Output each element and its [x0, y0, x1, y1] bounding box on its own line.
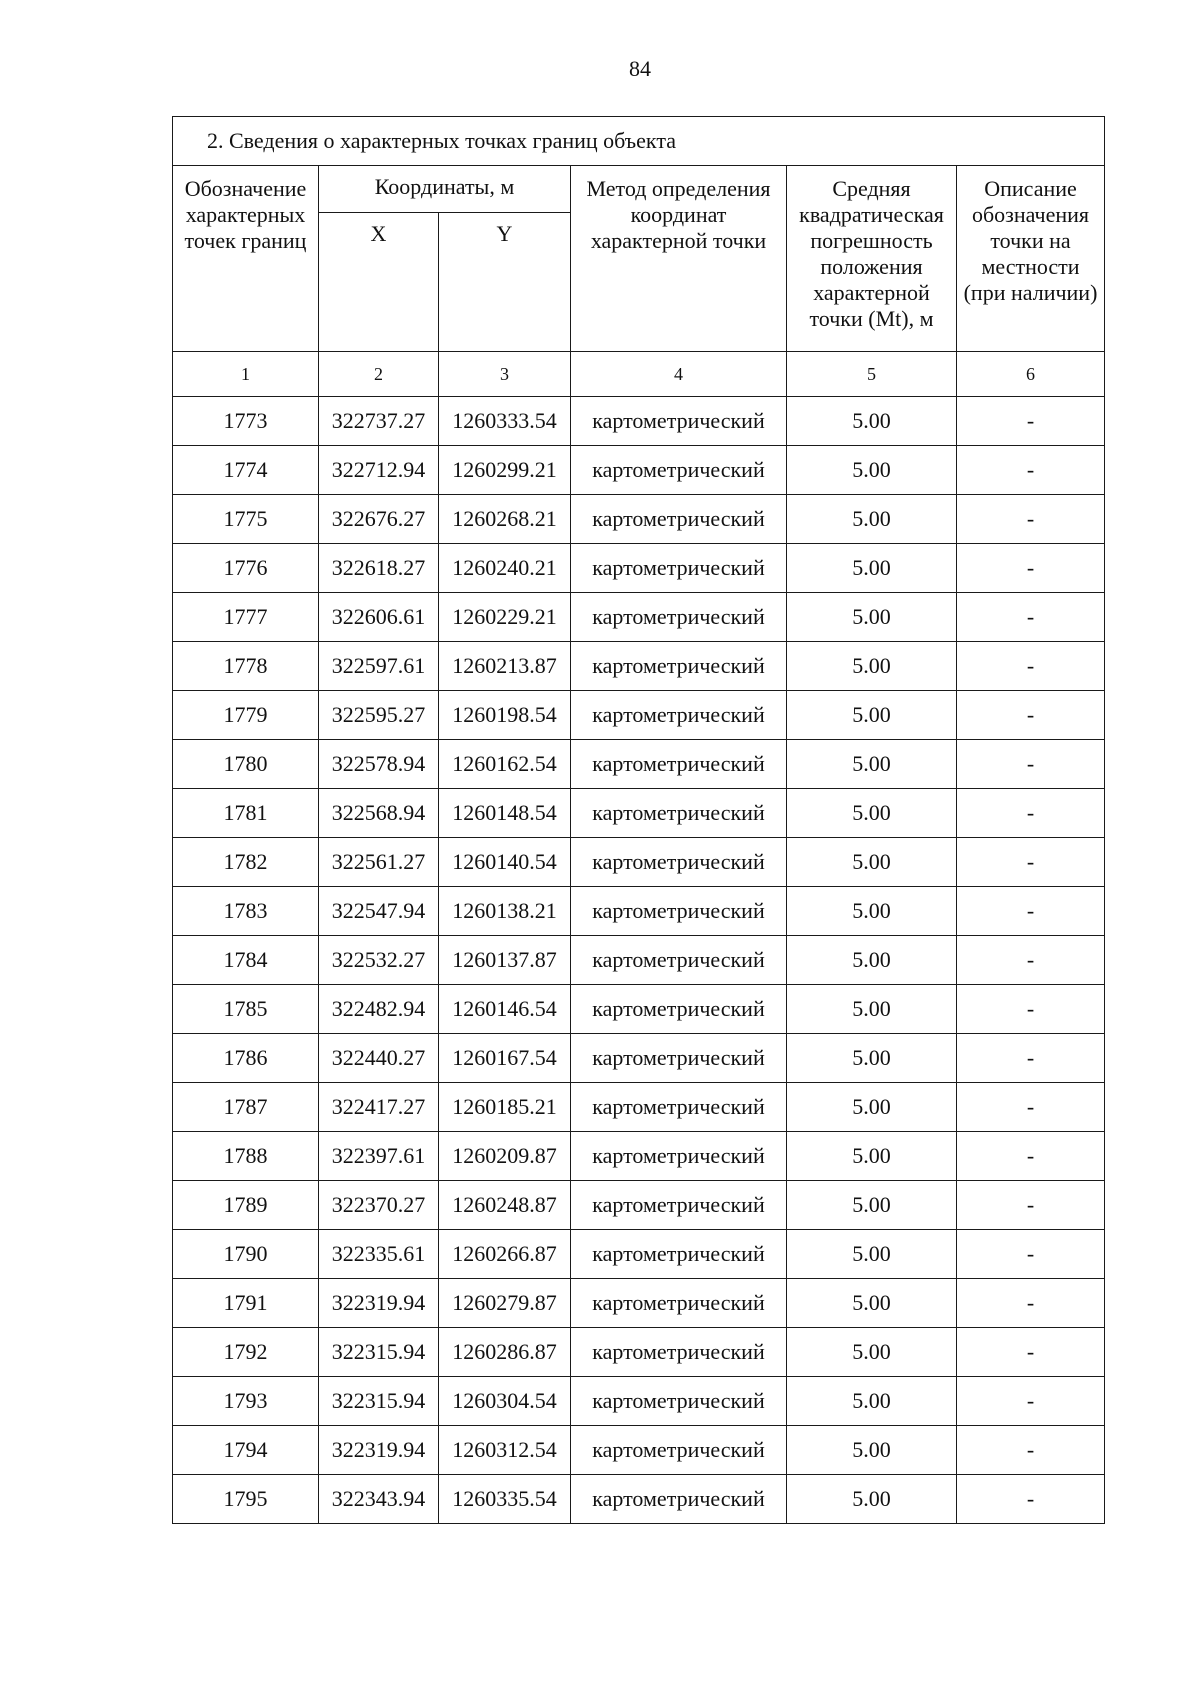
- x-coordinate-cell: 322578.94: [319, 740, 439, 789]
- description-cell: -: [957, 1279, 1105, 1328]
- point-id-cell: 1783: [173, 887, 319, 936]
- x-coordinate-cell: 322561.27: [319, 838, 439, 887]
- error-cell: 5.00: [787, 1132, 957, 1181]
- description-cell: -: [957, 1328, 1105, 1377]
- x-coordinate-cell: 322532.27: [319, 936, 439, 985]
- y-coordinate-cell: 1260335.54: [439, 1475, 571, 1524]
- column-number: 1: [173, 352, 319, 397]
- description-cell: -: [957, 789, 1105, 838]
- description-cell: -: [957, 740, 1105, 789]
- error-cell: 5.00: [787, 1377, 957, 1426]
- method-cell: картометрический: [571, 691, 787, 740]
- method-cell: картометрический: [571, 446, 787, 495]
- table-row: [173, 691, 1105, 740]
- method-cell: картометрический: [571, 495, 787, 544]
- description-cell: -: [957, 1426, 1105, 1475]
- table-row: [173, 446, 1105, 495]
- point-id-cell: 1776: [173, 544, 319, 593]
- error-cell: 5.00: [787, 495, 957, 544]
- table-row: [173, 838, 1105, 887]
- y-coordinate-cell: 1260198.54: [439, 691, 571, 740]
- column-number: 4: [571, 352, 787, 397]
- point-id-cell: 1780: [173, 740, 319, 789]
- x-coordinate-cell: 322712.94: [319, 446, 439, 495]
- header-y: Y: [439, 213, 571, 352]
- error-cell: 5.00: [787, 1426, 957, 1475]
- table-row: [173, 1132, 1105, 1181]
- y-coordinate-cell: 1260138.21: [439, 887, 571, 936]
- x-coordinate-cell: 322319.94: [319, 1426, 439, 1475]
- point-id-cell: 1773: [173, 397, 319, 446]
- y-coordinate-cell: 1260162.54: [439, 740, 571, 789]
- y-coordinate-cell: 1260213.87: [439, 642, 571, 691]
- table-row: [173, 1230, 1105, 1279]
- header-method: Метод определения координат характерной точки: [571, 166, 787, 352]
- description-cell: -: [957, 397, 1105, 446]
- column-number: 2: [319, 352, 439, 397]
- method-cell: картометрический: [571, 740, 787, 789]
- method-cell: картометрический: [571, 1034, 787, 1083]
- description-cell: -: [957, 838, 1105, 887]
- table-row: [173, 1181, 1105, 1230]
- method-cell: картометрический: [571, 1181, 787, 1230]
- y-coordinate-cell: 1260304.54: [439, 1377, 571, 1426]
- error-cell: 5.00: [787, 1279, 957, 1328]
- point-id-cell: 1795: [173, 1475, 319, 1524]
- point-id-cell: 1785: [173, 985, 319, 1034]
- method-cell: картометрический: [571, 1328, 787, 1377]
- table-row: [173, 740, 1105, 789]
- x-coordinate-cell: 322618.27: [319, 544, 439, 593]
- table-row: [173, 1083, 1105, 1132]
- error-cell: 5.00: [787, 1181, 957, 1230]
- point-id-cell: 1777: [173, 593, 319, 642]
- y-coordinate-cell: 1260240.21: [439, 544, 571, 593]
- point-id-cell: 1778: [173, 642, 319, 691]
- method-cell: картометрический: [571, 936, 787, 985]
- table-row: [173, 593, 1105, 642]
- header-error: Средняя квадратическая погрешность положения характерной точки (Mt), м: [787, 166, 957, 352]
- error-cell: 5.00: [787, 1475, 957, 1524]
- x-coordinate-cell: 322370.27: [319, 1181, 439, 1230]
- method-cell: картометрический: [571, 887, 787, 936]
- error-cell: 5.00: [787, 642, 957, 691]
- point-id-cell: 1786: [173, 1034, 319, 1083]
- y-coordinate-cell: 1260333.54: [439, 397, 571, 446]
- table-row: [173, 1279, 1105, 1328]
- y-coordinate-cell: 1260279.87: [439, 1279, 571, 1328]
- point-id-cell: 1779: [173, 691, 319, 740]
- description-cell: -: [957, 985, 1105, 1034]
- y-coordinate-cell: 1260248.87: [439, 1181, 571, 1230]
- method-cell: картометрический: [571, 1377, 787, 1426]
- table-row: [173, 397, 1105, 446]
- y-coordinate-cell: 1260148.54: [439, 789, 571, 838]
- point-id-cell: 1781: [173, 789, 319, 838]
- method-cell: картометрический: [571, 985, 787, 1034]
- error-cell: 5.00: [787, 691, 957, 740]
- description-cell: -: [957, 593, 1105, 642]
- x-coordinate-cell: 322417.27: [319, 1083, 439, 1132]
- description-cell: -: [957, 495, 1105, 544]
- table-row: [173, 985, 1105, 1034]
- x-coordinate-cell: 322482.94: [319, 985, 439, 1034]
- point-id-cell: 1775: [173, 495, 319, 544]
- point-id-cell: 1774: [173, 446, 319, 495]
- method-cell: картометрический: [571, 1279, 787, 1328]
- table-row: [173, 1426, 1105, 1475]
- header-row-1: [173, 166, 1105, 213]
- description-cell: -: [957, 936, 1105, 985]
- point-id-cell: 1793: [173, 1377, 319, 1426]
- point-id-cell: 1782: [173, 838, 319, 887]
- y-coordinate-cell: 1260266.87: [439, 1230, 571, 1279]
- method-cell: картометрический: [571, 642, 787, 691]
- y-coordinate-cell: 1260312.54: [439, 1426, 571, 1475]
- table-row: [173, 887, 1105, 936]
- method-cell: картометрический: [571, 789, 787, 838]
- y-coordinate-cell: 1260209.87: [439, 1132, 571, 1181]
- y-coordinate-cell: 1260229.21: [439, 593, 571, 642]
- table-row: [173, 1475, 1105, 1524]
- table-row: [173, 544, 1105, 593]
- description-cell: -: [957, 1475, 1105, 1524]
- point-id-cell: 1784: [173, 936, 319, 985]
- error-cell: 5.00: [787, 1230, 957, 1279]
- error-cell: 5.00: [787, 446, 957, 495]
- error-cell: 5.00: [787, 544, 957, 593]
- point-id-cell: 1787: [173, 1083, 319, 1132]
- x-coordinate-cell: 322315.94: [319, 1328, 439, 1377]
- x-coordinate-cell: 322595.27: [319, 691, 439, 740]
- x-coordinate-cell: 322676.27: [319, 495, 439, 544]
- table-row: [173, 1328, 1105, 1377]
- table-caption: 2. Сведения о характерных точках границ объекта: [173, 117, 1105, 166]
- column-number-row: [173, 352, 1105, 397]
- method-cell: картометрический: [571, 1083, 787, 1132]
- y-coordinate-cell: 1260286.87: [439, 1328, 571, 1377]
- x-coordinate-cell: 322440.27: [319, 1034, 439, 1083]
- boundary-points-table-container: [172, 116, 1104, 1524]
- error-cell: 5.00: [787, 740, 957, 789]
- x-coordinate-cell: 322568.94: [319, 789, 439, 838]
- method-cell: картометрический: [571, 1475, 787, 1524]
- table-caption-row: [173, 117, 1105, 166]
- description-cell: -: [957, 691, 1105, 740]
- x-coordinate-cell: 322315.94: [319, 1377, 439, 1426]
- table-row: [173, 1377, 1105, 1426]
- error-cell: 5.00: [787, 887, 957, 936]
- header-description: Описание обозначения точки на местности (при наличии): [957, 166, 1105, 352]
- y-coordinate-cell: 1260137.87: [439, 936, 571, 985]
- y-coordinate-cell: 1260146.54: [439, 985, 571, 1034]
- x-coordinate-cell: 322319.94: [319, 1279, 439, 1328]
- description-cell: -: [957, 1132, 1105, 1181]
- method-cell: картометрический: [571, 1426, 787, 1475]
- point-id-cell: 1792: [173, 1328, 319, 1377]
- x-coordinate-cell: 322335.61: [319, 1230, 439, 1279]
- point-id-cell: 1789: [173, 1181, 319, 1230]
- x-coordinate-cell: 322343.94: [319, 1475, 439, 1524]
- error-cell: 5.00: [787, 1328, 957, 1377]
- description-cell: -: [957, 642, 1105, 691]
- error-cell: 5.00: [787, 1083, 957, 1132]
- boundary-points-table: [172, 116, 1105, 1524]
- description-cell: -: [957, 1230, 1105, 1279]
- column-number: 6: [957, 352, 1105, 397]
- description-cell: -: [957, 1181, 1105, 1230]
- y-coordinate-cell: 1260185.21: [439, 1083, 571, 1132]
- method-cell: картометрический: [571, 544, 787, 593]
- description-cell: -: [957, 446, 1105, 495]
- header-designation: Обозначение характерных точек границ: [173, 166, 319, 352]
- method-cell: картометрический: [571, 397, 787, 446]
- x-coordinate-cell: 322606.61: [319, 593, 439, 642]
- column-number: 5: [787, 352, 957, 397]
- method-cell: картометрический: [571, 1132, 787, 1181]
- header-x: X: [319, 213, 439, 352]
- description-cell: -: [957, 1377, 1105, 1426]
- description-cell: -: [957, 887, 1105, 936]
- error-cell: 5.00: [787, 397, 957, 446]
- x-coordinate-cell: 322737.27: [319, 397, 439, 446]
- y-coordinate-cell: 1260268.21: [439, 495, 571, 544]
- error-cell: 5.00: [787, 593, 957, 642]
- y-coordinate-cell: 1260140.54: [439, 838, 571, 887]
- method-cell: картометрический: [571, 593, 787, 642]
- table-row: [173, 936, 1105, 985]
- error-cell: 5.00: [787, 985, 957, 1034]
- description-cell: -: [957, 544, 1105, 593]
- error-cell: 5.00: [787, 838, 957, 887]
- table-row: [173, 642, 1105, 691]
- header-coordinates: Координаты, м: [319, 166, 571, 213]
- point-id-cell: 1791: [173, 1279, 319, 1328]
- x-coordinate-cell: 322547.94: [319, 887, 439, 936]
- x-coordinate-cell: 322597.61: [319, 642, 439, 691]
- description-cell: -: [957, 1083, 1105, 1132]
- page-number: 84: [629, 56, 651, 81]
- description-cell: -: [957, 1034, 1105, 1083]
- y-coordinate-cell: 1260299.21: [439, 446, 571, 495]
- point-id-cell: 1794: [173, 1426, 319, 1475]
- error-cell: 5.00: [787, 789, 957, 838]
- method-cell: картометрический: [571, 1230, 787, 1279]
- table-row: [173, 789, 1105, 838]
- table-row: [173, 495, 1105, 544]
- point-id-cell: 1790: [173, 1230, 319, 1279]
- point-id-cell: 1788: [173, 1132, 319, 1181]
- x-coordinate-cell: 322397.61: [319, 1132, 439, 1181]
- method-cell: картометрический: [571, 838, 787, 887]
- table-row: [173, 1034, 1105, 1083]
- error-cell: 5.00: [787, 936, 957, 985]
- y-coordinate-cell: 1260167.54: [439, 1034, 571, 1083]
- column-number: 3: [439, 352, 571, 397]
- error-cell: 5.00: [787, 1034, 957, 1083]
